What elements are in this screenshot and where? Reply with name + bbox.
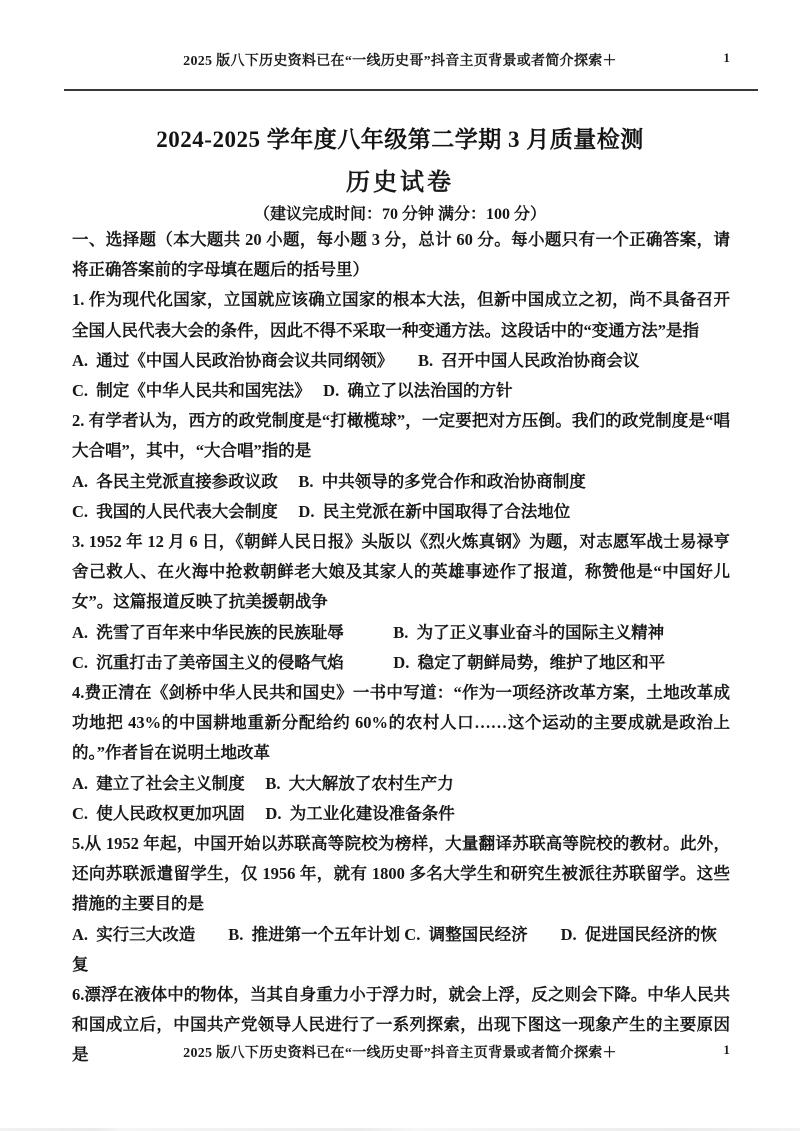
exam-meta-line: （建议完成时间：70 分钟 满分：100 分）	[253, 206, 546, 223]
question-2-options-line-2: C. 我国的人民代表大会制度 D. 民主党派在新中国取得了合法地位	[72, 501, 571, 521]
exam-subject: 历史试卷	[346, 170, 454, 196]
question-4	[72, 678, 730, 829]
question-1	[72, 285, 730, 406]
question-4-options-line-2: C. 使人民政权更加巩固 D. 为工业化建设准备条件	[72, 803, 455, 823]
question-5-options-line-1: A. 实行三大改造 B. 推进第一个五年计划 C. 调整国民经济 D. 促进国民经济的恢复	[72, 924, 717, 974]
header-page-number: 1	[723, 51, 730, 65]
question-1-stem: 1. 作为现代化国家，立国就应该确立国家的根本大法，但新中国成立之初，尚不具备召开全国人民代表大会的条件，因此不得不采取一种变通方法。这段话中的“变通方法”是指	[72, 290, 730, 340]
footer-page-number: 1	[723, 1043, 730, 1057]
question-2-stem: 2. 有学者认为，西方的政党制度是“打橄榄球”，一定要把对方压倒。我们的政党制度是“唱大合唱”，其中，“大合唱”指的是	[72, 411, 730, 461]
question-2	[72, 406, 730, 527]
question-4-options-line-1: A. 建立了社会主义制度 B. 大大解放了农村生产力	[72, 773, 454, 793]
question-5-stem: 5.从 1952 年起，中国开始以苏联高等院校为榜样，大量翻译苏联高等院校的教材。此外，还向苏联派遣留学生，仅 1956 年，就有 1800 多名大学生和研究生被派往苏联留学。这些措施的主要目的是	[72, 834, 730, 914]
page-header	[0, 50, 800, 70]
question-1-options-line-1: A. 通过《中国人民政治协商会议共同纲领》 B. 召开中国人民政治协商会议	[72, 350, 640, 370]
section-heading: 一、选择题（本大题共 20 小题，每小题 3 分，总计 60 分。每小题只有一个正确答案，请将正确答案前的字母填在题后的括号里）	[72, 230, 730, 280]
question-3-options-line-1: A. 洗雪了百年来中华民族的民族耻辱 B. 为了正义事业奋斗的国际主义精神	[72, 622, 665, 642]
question-5	[72, 829, 730, 980]
question-6-stem: 6.漂浮在液体中的物体，当其自身重力小于浮力时，就会上浮，反之则会下降。中华人民共和国成立后，中国共产党领导人民进行了一系列探索，出现下图这一现象产生的主要原因是	[72, 985, 730, 1065]
question-area	[72, 225, 730, 1071]
footer-promo-text: 2025 版八下历史资料已在“一线历史哥”抖音主页背景或者简介探索＋	[183, 1046, 617, 1061]
question-3	[72, 527, 730, 678]
page-footer	[0, 1042, 800, 1062]
exam-title: 2024-2025 学年度八年级第二学期 3 月质量检测	[156, 127, 644, 152]
question-4-stem: 4.费正清在《剑桥中华人民共和国史》一书中写道：“作为一项经济改革方案，土地改革成功地把 43%的中国耕地重新分配给约 60%的农村人口……这个运动的主要成就是政治上的。”作者旨在说明土地改革	[72, 683, 730, 763]
question-3-options-line-2: C. 沉重打击了美帝国主义的侵略气焰 D. 稳定了朝鲜局势，维护了地区和平	[72, 652, 666, 672]
header-promo-text: 2025 版八下历史资料已在“一线历史哥”抖音主页背景或者简介探索＋	[183, 54, 617, 69]
question-2-options-line-1: A. 各民主党派直接参政议政 B. 中共领导的多党合作和政治协商制度	[72, 471, 586, 491]
question-1-options-line-2: C. 制定《中华人民共和国宪法》 D. 确立了以法治国的方针	[72, 381, 513, 401]
header-rule	[64, 89, 758, 91]
question-3-stem: 3. 1952 年 12 月 6 日，《朝鲜人民日报》头版以《烈火炼真钢》为题，对志愿军战士易禄亨舍己救人、在火海中抢救朝鲜老大娘及其家人的英雄事迹作了报道，称赞他是“中国好儿女”。这篇报道反映了抗美援朝战争	[72, 532, 730, 612]
